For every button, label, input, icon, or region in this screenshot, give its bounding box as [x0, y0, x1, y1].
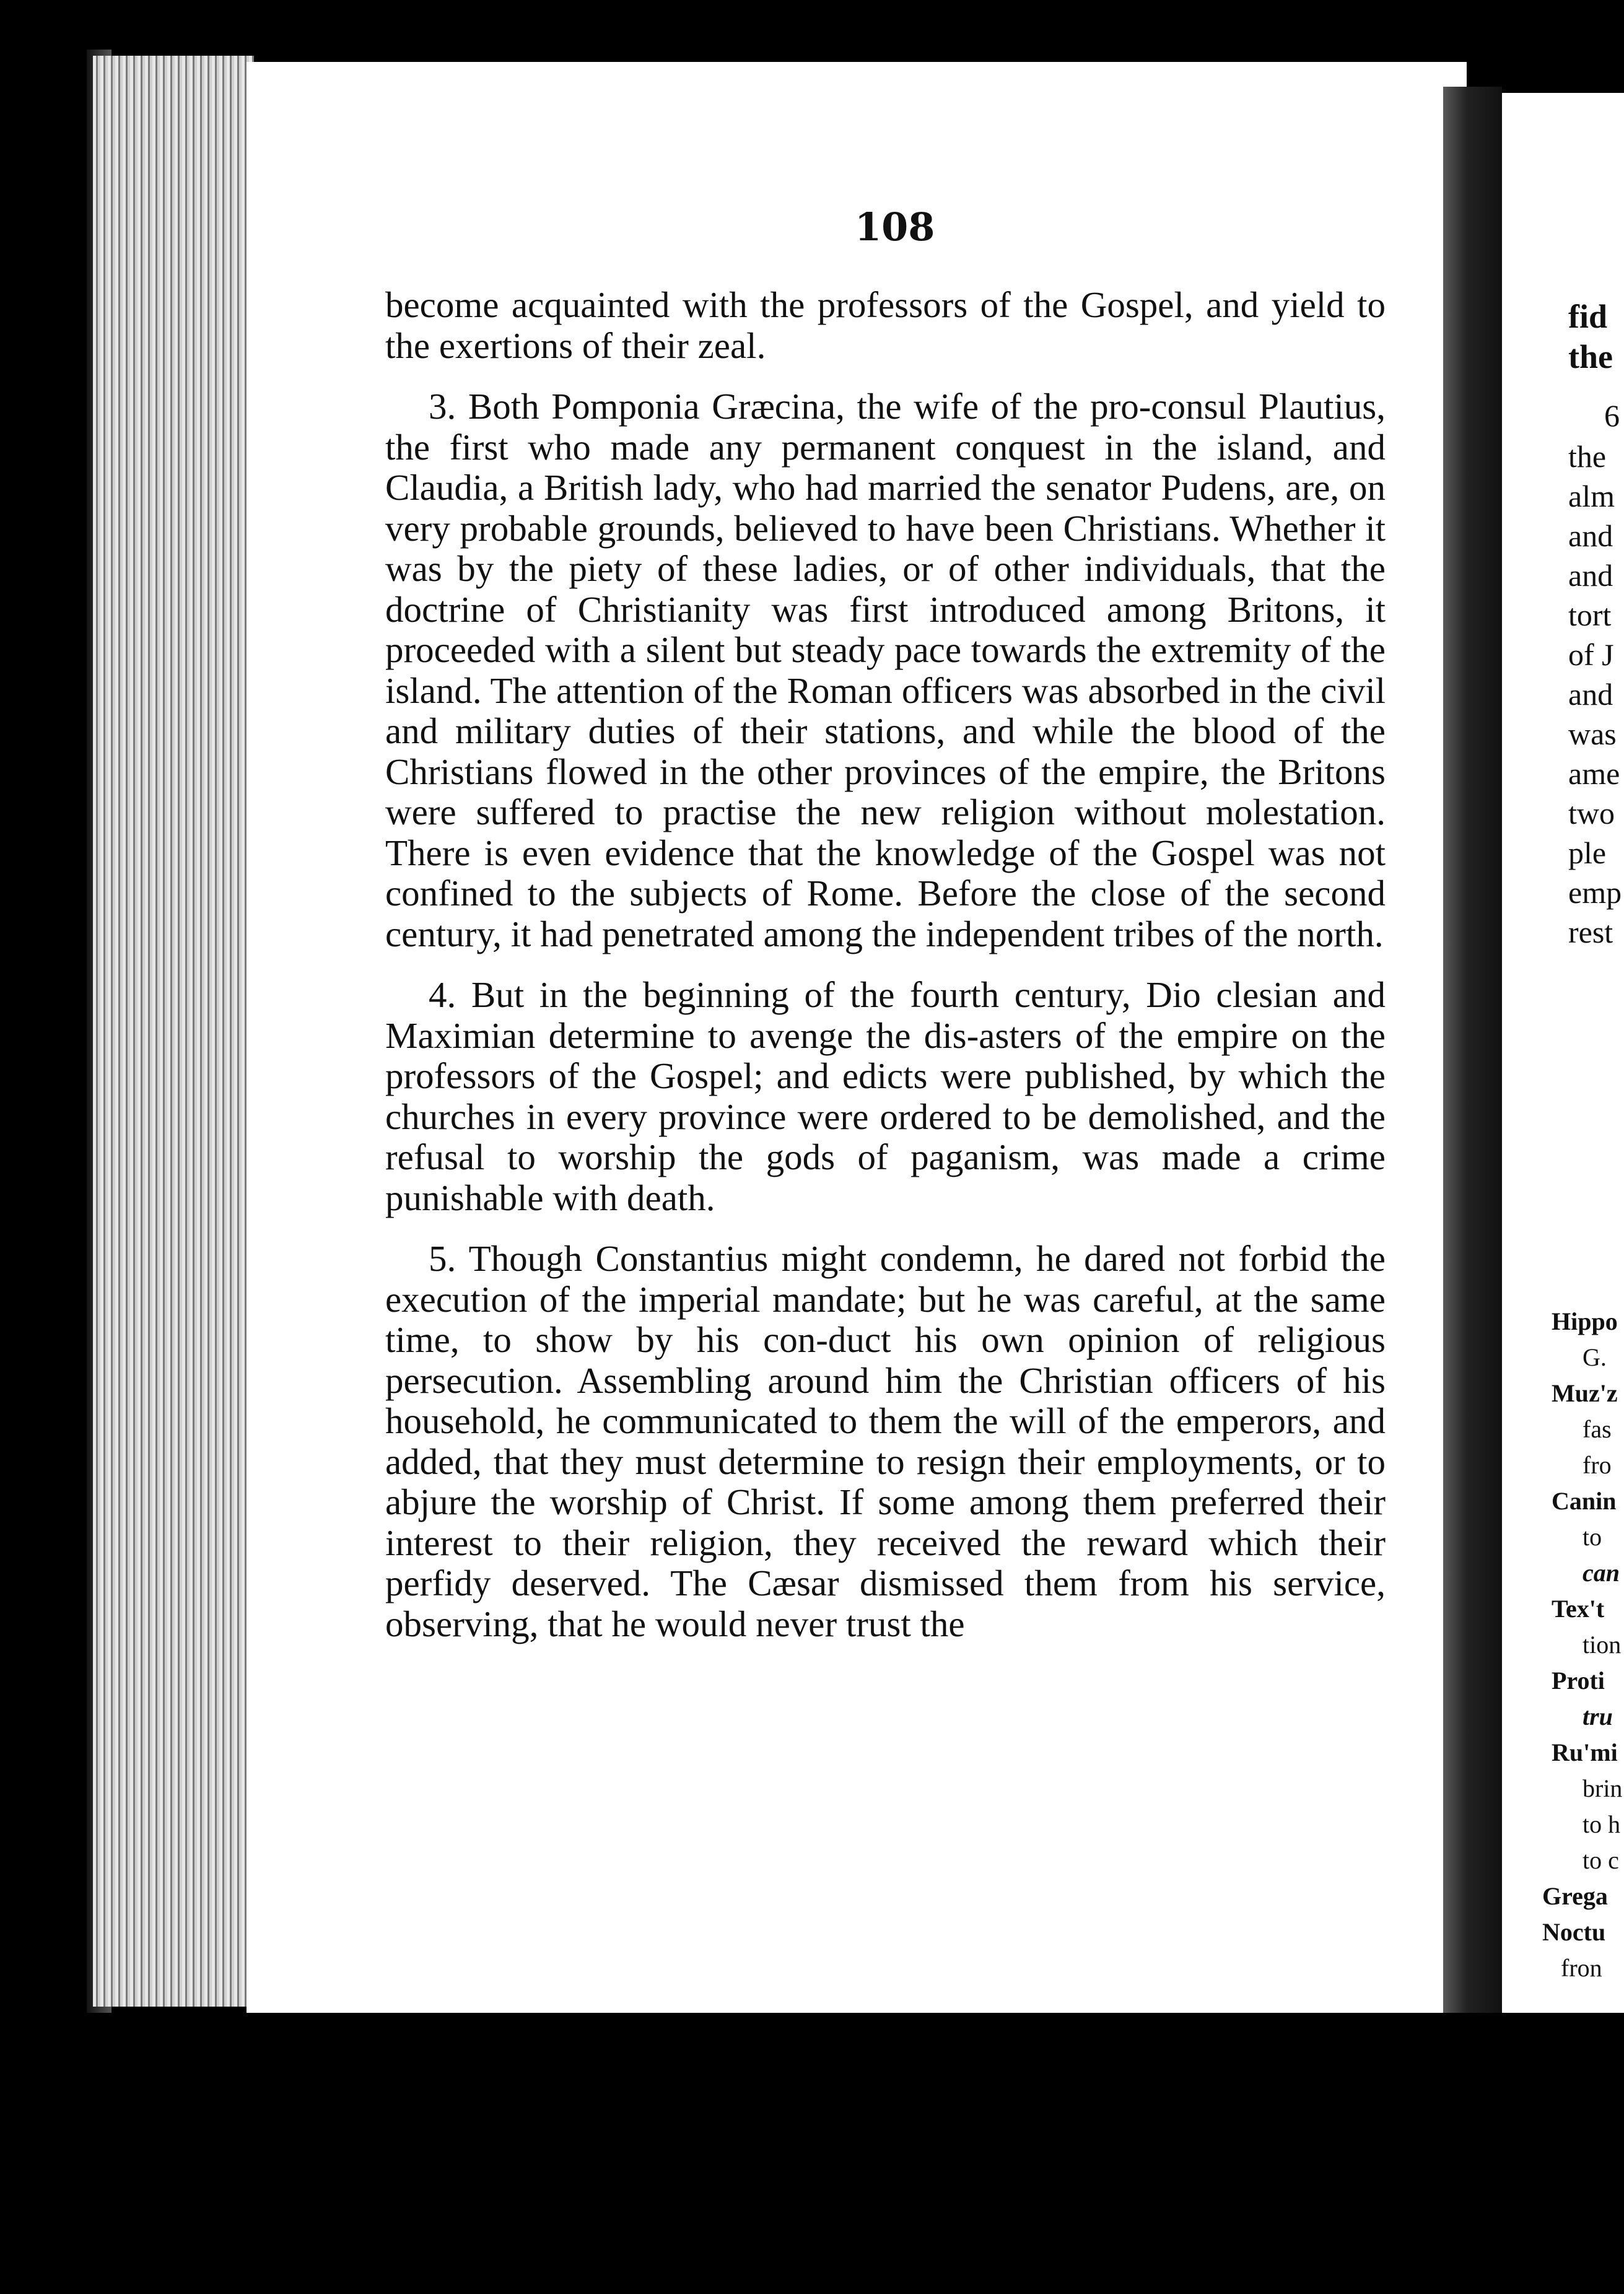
right-page-fragment: and	[1568, 518, 1613, 553]
paragraph-4: 4. But in the beginning of the fourth century, Dio clesian and Maximian determine to avenge the dis-asters of the empire on the professors of the Gospel; and edicts were published, by which the churches in every province were ordered to be demolished, and the refusal to worship the gods of paganism, was made a crime punishable with death.	[385, 974, 1386, 1218]
right-page-fragment: two	[1568, 796, 1615, 831]
right-page-fragment: and	[1568, 677, 1613, 712]
paragraph-continuation: become acquainted with the professors of the Gospel, and yield to the exertions of their zeal.	[385, 284, 1386, 366]
right-page-fragment: fid	[1568, 298, 1608, 335]
paragraph-5: 5. Though Constantius might condemn, he dared not forbid the execution of the imperial mandate; but he was careful, at the same time, to show by his con-duct his own opinion of religious persecution. Assembling around him the Christian officers of his household, he communicated to them the will of the emperors, and added, that they must determine to resign their employments, or to abjure the worship of Christ. If some among them preferred their interest to their religion, they received the reward which their perfidy deserved. The Cæsar dismissed them from his service, observing, that he would never trust the	[385, 1238, 1386, 1644]
right-page-glossary: to	[1583, 1523, 1602, 1551]
right-page-glossary: fro	[1583, 1451, 1612, 1479]
right-page-glossary: brin	[1583, 1774, 1623, 1802]
right-page-fragment: and	[1568, 558, 1613, 593]
right-page-glossary: Grega	[1542, 1882, 1608, 1910]
right-page-fragment: 6	[1604, 398, 1620, 433]
right-page-glossary: Proti	[1552, 1667, 1605, 1694]
page-number: 108	[855, 204, 935, 250]
right-page-glossary: to c	[1583, 1846, 1619, 1874]
right-page-glossary: can	[1583, 1559, 1620, 1587]
right-page-glossary: fas	[1583, 1415, 1612, 1443]
right-page-fragment: ple	[1568, 835, 1607, 870]
right-page-fragment: alm	[1568, 479, 1615, 513]
right-page-glossary: Noctu	[1542, 1918, 1606, 1946]
right-page-fragment: tort	[1568, 598, 1612, 632]
page-text	[385, 285, 1386, 1665]
right-page-glossary: to h	[1583, 1810, 1621, 1838]
paragraph-3: 3. Both Pomponia Græcina, the wife of the pro-consul Plautius, the first who made any permanent conquest in the island, and Claudia, a British lady, who had married the senator Pudens, are, on very probable grounds, believed to have been Christians. Whether it was by the piety of these ladies, or of other individuals, that the doctrine of Christianity was first introduced among Britons, it proceeded with a silent but steady pace towards the extremity of the island. The attention of the Roman officers was absorbed in the civil and military duties of their stations, and while the blood of the Christians flowed in the other provinces of the empire, the Britons were suffered to practise the new religion without molestation. There is even evidence that the knowledge of the Gospel was not confined to the subjects of Rome. Before the close of the second century, it had penetrated among the independent tribes of the north.	[385, 386, 1386, 954]
right-page-fragment: of J	[1568, 637, 1614, 672]
page-edges	[93, 56, 254, 2007]
right-page-glossary: Ru'mi	[1552, 1738, 1618, 1766]
right-page-glossary: Hippo	[1552, 1307, 1618, 1335]
right-page-fragment: emp	[1568, 875, 1622, 910]
right-page-glossary: G.	[1583, 1343, 1607, 1371]
right-page-glossary: fron	[1561, 1954, 1602, 1982]
right-page-fragment: the	[1568, 338, 1613, 375]
right-page-glossary: Tex't	[1552, 1595, 1605, 1623]
right-page-glossary: tru	[1583, 1703, 1613, 1730]
right-page-fragment: ame	[1568, 756, 1620, 791]
right-page-glossary: tion	[1583, 1631, 1622, 1659]
right-page-fragment: was	[1568, 717, 1617, 751]
book-gutter	[1443, 87, 1502, 2013]
right-page-fragment: the	[1568, 439, 1607, 474]
right-page-fragment: rest	[1568, 915, 1613, 949]
right-page-glossary: Canin	[1552, 1487, 1617, 1515]
right-page-glossary: Muz'z	[1552, 1379, 1618, 1407]
